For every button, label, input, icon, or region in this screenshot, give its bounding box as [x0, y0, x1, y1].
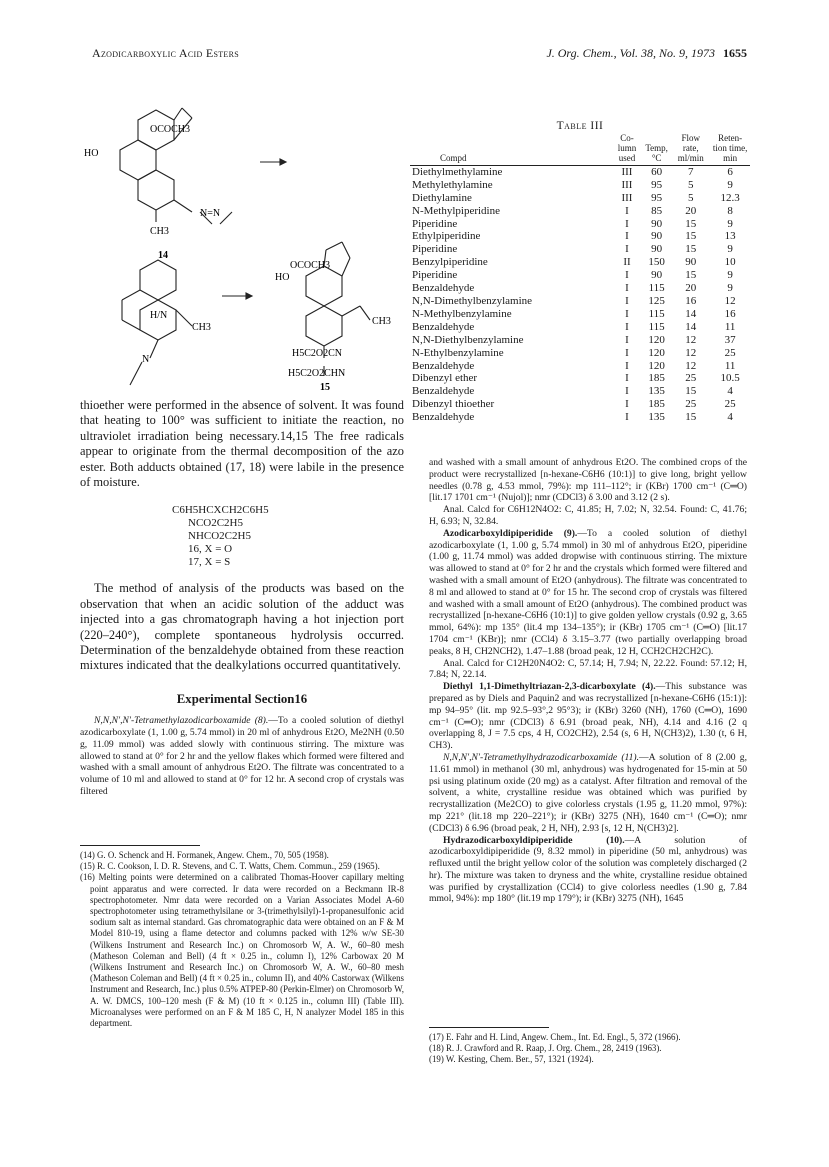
cell-compound: Dibenzyl ether [412, 372, 478, 385]
cell-compound: N,N-Diethylbenzylamine [412, 333, 524, 346]
cell-value: 8 [727, 204, 733, 217]
cell-value: 14 [685, 307, 697, 320]
cell-value: 135 [648, 385, 665, 398]
table-row [410, 192, 750, 205]
compound-11-title: N,N,N′,N′-Tetramethylhydrazodicarboxamide (11). [443, 751, 640, 763]
footnote-rule-left [80, 845, 200, 846]
ho-label-14: HO [84, 148, 99, 159]
running-header-journal [546, 46, 747, 61]
compound-9-title: Azodicarboxyldipiperidide (9). [443, 527, 578, 539]
footnote-15: (15) R. C. Cookson, I. D. R. Stevens, and C. T. Watts, Chem. Commun., 259 (1965). [80, 861, 380, 872]
cell-compound: Methylethylamine [412, 178, 493, 191]
ch3-label-14: CH3 [150, 226, 169, 237]
cell-value: 12.3 [720, 191, 740, 204]
ester-n-label-15: H5C2O2CN [292, 348, 343, 359]
compound-10-paragraph [429, 835, 747, 906]
ho-label-15: HO [275, 272, 290, 283]
right-column [429, 457, 747, 905]
left-column [80, 398, 404, 798]
cell-value: 11 [724, 359, 736, 372]
analysis-2: Anal. Calcd for C12H20N4O2: C, 57.14; H, 7.94; N, 22.22. Found: 57.12; H, 7.84; N, 22.14. [429, 657, 747, 681]
footnote-17: (17) E. Fahr and H. Lind, Angew. Chem., Int. Ed. Engl., 5, 372 (1966). [429, 1032, 681, 1042]
cell-value: 12 [685, 346, 697, 359]
cell-value: 90 [685, 256, 697, 269]
cell-value: 20 [685, 204, 697, 217]
cell-compound: Benzaldehyde [412, 320, 475, 333]
cell-compound: Benzaldehyde [412, 282, 475, 295]
cell-value: I [625, 398, 629, 411]
scheme-line-3: NHCO2C2H5 [188, 530, 251, 543]
running-header-title: Azodicarboxylic Acid Esters [92, 46, 239, 60]
cell-value: 4 [727, 411, 733, 424]
footnote-16: (16) Melting points were determined on a calibrated Thomas-Hoover capillary melting point apparatus and were corrected. Ir data were recorded on a Beckmann IR-8 spectrophotometer. Nmr data were recorded on a Varian Associates Model A-60 spectrophotometer using tetramethylsilane or 3-(trimethylsilyl)-1-propanesulfonic acid sodium salt as internal standard. Gas chromatographic data were obtained on an F & M Model 810-19, using a flame detector and columns packed with 12% w/w SE-30 (Wilkens Instrument and Research Inc.) on Chromosorb W, A. W., 60–80 mesh (Matheson Coleman and Bell) (4 ft × 0.25 in., column I), 12% Carbowax 20 M (Wilkens Instrument and Research Inc.) on Chromosorb W, A. W., 60–80 mesh (Matheson Coleman and Bell) (4 ft × 0.25 in., column II), and 40% Castorwax (Wilkens Instrument and Research, Inc.) plus 0.5% ATPEP-80 (Perkin-Elmer) on Chromosorb W, A. W. DMCS, 100–120 mesh (F & M) (10 ft × 0.125 in., column III) (Table III). Microanalyses were performed on an F & M 185 C, H, N analyzer Model 185 in this department. [80, 872, 404, 1029]
cell-value: 15 [685, 385, 697, 398]
compound-9-text: —To a cooled solution of diethyl azodicarboxylate (1, 1.00 g, 5.74 mmol) in 30 ml of anhydrous Et2O, piperidine (1.00 g, 11.74 mmol) was added dropwise with continuous stirring. The mixture was allowed to stand at 0° for 2 hr and the crystals which formed were filtered and washed with a small amount of Et2O (anhydrous). The filtrate was concentrated to 8 ml and allowed to stand at 0° for 15 hr. The second crop of crystals was filtered and washed with a small amount of Et2O (anhydrous). The combined product was recrystallized [n-hexane-C6H6 (10:1)] to give golden yellow crystals (0.92 g, 3.65 mmol, 64%): mp 135° (lit.4 mp 134–135°); ir (KBr) 1705 cm⁻¹ (C═O) [lit.17 1704 cm⁻¹ (KBr)]; nmr (CCl4) δ 3.15–3.77 (two partially overlapping broad peaks, 8 H, CH2NCH2), 1.47–1.88 (broad peak, 12 H, CCH2CH2CH2C). [429, 527, 747, 657]
table-row [410, 360, 750, 373]
cell-value: 9 [727, 269, 733, 282]
cell-value: 5 [688, 178, 694, 191]
compound-4-paragraph [429, 681, 747, 752]
ch3-label-left: CH3 [192, 322, 211, 333]
cell-value: I [625, 346, 629, 359]
cell-value: 16 [685, 294, 697, 307]
scheme-line-2: NCO2C2H5 [188, 517, 244, 530]
scheme-line-4: 16, X = O [188, 543, 233, 556]
cell-value: 15 [685, 243, 697, 256]
table-row [410, 179, 750, 192]
cell-value: I [625, 307, 629, 320]
scheme-line-5: 17, X = S [188, 556, 231, 569]
cell-value: I [625, 282, 629, 295]
cell-value: 9 [727, 282, 733, 295]
page-number: 1655 [723, 46, 747, 60]
cell-value: III [621, 191, 633, 204]
table-header-row [410, 133, 750, 163]
cell-value: 15 [685, 411, 697, 424]
compound-10-text: —A solution of azodicarboxyldipiperidide (9, 8.32 mmol) in piperidine (50 ml, anhydrous) was refluxed until the bright yellow color of the solution was completely discharged (2 hr). The mixture was taken to dryness and the white, crystalline residue obtained was purified by crystallization (CCl4) to give colorless needles (1.90 g, 7.84 mmol, 94%): mp 180° (lit.19 mp 179°); ir (KBr) 3275 (NH), 1645 [429, 834, 747, 905]
cell-compound: N,N-Dimethylbenzylamine [412, 294, 533, 307]
compound-14-number: 14 [158, 250, 168, 261]
cell-value: 12 [724, 294, 736, 307]
compound-11-text: —A solution of 8 (2.00 g, 11.61 mmol) in methanol (30 ml, anhydrous) was hydrogenated for 15-min at 50 psi using platinum oxide (20 mg) as a catalyst. After filtration and removal of the solvent, a white, crystalline residue was obtained which was purified by recrystallization (Me2CO) to give colorless crystals (1.95 g, 11.20 mmol, 97%): mp 221° (lit.18 mp 220–221°); ir (KBr) 3275 (NH), 1640 cm⁻¹ (C═O); nmr (CDCl3) δ 6.96 (broad peak, 2 H, NH), 2.93 [s, 12 H, N(CH3)2]. [429, 751, 747, 834]
cell-value: 120 [648, 359, 665, 372]
cell-value: 25 [724, 346, 736, 359]
compound-11-paragraph [429, 752, 747, 835]
cell-value: 25 [685, 398, 697, 411]
cell-compound: N-Methylbenzylamine [412, 307, 512, 320]
cell-value: 90 [651, 217, 663, 230]
cell-value: 20 [685, 282, 697, 295]
cell-value: 15 [685, 230, 697, 243]
table-row [410, 321, 750, 334]
cell-value: 25 [685, 372, 697, 385]
table-row [410, 347, 750, 360]
right-footnotes [429, 1032, 747, 1066]
cell-value: 125 [648, 294, 665, 307]
ococh3-label-14: OCOCH3 [150, 124, 191, 135]
cell-value: 11 [724, 320, 736, 333]
cell-value: 37 [724, 333, 736, 346]
cell-value: 15 [685, 217, 697, 230]
cell-compound: Ethylpiperidine [412, 230, 481, 243]
cell-value: 9 [727, 217, 733, 230]
cell-compound: Benzaldehyde [412, 411, 475, 424]
cell-value: 120 [648, 333, 665, 346]
cell-value: 13 [724, 230, 736, 243]
cell-value: 9 [727, 178, 733, 191]
hn-label: H/N [150, 310, 168, 321]
cell-value: 7 [688, 165, 694, 178]
azo-label-14: N=N [200, 208, 221, 219]
table-row [410, 218, 750, 231]
table-iii [410, 120, 750, 424]
table-row [410, 165, 750, 178]
cell-value: I [625, 333, 629, 346]
cell-value: I [625, 204, 629, 217]
section-heading: Experimental Section16 [176, 691, 308, 706]
cell-value: I [625, 243, 629, 256]
cell-value: III [621, 178, 633, 191]
cell-value: 90 [651, 243, 663, 256]
cell-value: 10.5 [720, 372, 740, 385]
col-header-column: Co-lumn used [617, 132, 637, 163]
body-paragraph-2: The method of analysis of the products was based on the observation that when an acidic solution of the adduct was injected into a gas chromatograph having a hot injection port (220–240°), complete spontaneous hydrolysis occurred. Determination of the benzaldehyde obtained from these reaction mixtures indicated that the dealkylations occurred quantitatively. [80, 581, 404, 673]
cell-value: 9 [727, 243, 733, 256]
cell-compound: Diethylmethylamine [412, 165, 503, 178]
table-row [410, 411, 750, 424]
cell-value: 120 [648, 346, 665, 359]
cell-compound: N-Ethylbenzylamine [412, 346, 504, 359]
n-ch3-label-15: CH3 [372, 316, 391, 327]
right-paragraph-1: and washed with a small amount of anhydrous Et2O. The combined crops of the product were recrystallized [n-hexane-C6H6 (10:1)] to give long, bright yellow needles (0.78 g, 4.53 mmol, 79%): mp 111–112°; ir (KBr) 1700 cm⁻¹ (C═O) [lit.17 1701 cm⁻¹ (Nujol)]; nmr (CDCl3) δ 3.00 and 3.12 (2 s). [429, 457, 747, 504]
cell-value: I [625, 411, 629, 424]
cell-value: 185 [648, 398, 665, 411]
cell-compound: Piperidine [412, 243, 458, 256]
cell-value: I [625, 269, 629, 282]
col-header-temp: Temp, °C [645, 142, 668, 163]
ester-nh-label-15: H5C2O2CHN [288, 368, 346, 379]
compound-4-title: Diethyl 1,1-Dimethyltriazan-2,3-dicarboxylate (4). [443, 681, 656, 693]
cell-value: 5 [688, 191, 694, 204]
cell-value: 95 [651, 178, 663, 191]
cell-value: 135 [648, 411, 665, 424]
footnote-14: (14) G. O. Schenck and H. Formanek, Angew. Chem., 70, 505 (1958). [80, 850, 329, 860]
cell-value: 185 [648, 372, 665, 385]
cell-value: 12 [685, 359, 697, 372]
table-row [410, 205, 750, 218]
cell-compound: Dibenzyl thioether [412, 398, 495, 411]
cell-value: I [625, 372, 629, 385]
cell-value: I [625, 294, 629, 307]
table-row [410, 243, 750, 256]
col-header-flow: Flow rate, ml/min [677, 132, 704, 163]
cell-value: 10 [724, 256, 736, 269]
cell-value: 15 [685, 269, 697, 282]
table-row [410, 295, 750, 308]
cell-compound: Diethylamine [412, 191, 472, 204]
cell-value: I [625, 230, 629, 243]
table-row [410, 282, 750, 295]
cell-value: 150 [648, 256, 665, 269]
cell-value: I [625, 359, 629, 372]
cell-value: 12 [685, 333, 697, 346]
cell-value: 16 [724, 307, 736, 320]
n-label-left: N [142, 354, 150, 365]
cell-value: I [625, 217, 629, 230]
reaction-scheme-figure [80, 100, 410, 390]
cell-value: 6 [727, 165, 733, 178]
journal-citation: J. Org. Chem., Vol. 38, No. 9, 1973 [546, 46, 715, 60]
cell-value: 95 [651, 191, 663, 204]
cell-value: 115 [648, 307, 665, 320]
cell-value: 115 [648, 282, 665, 295]
compound-8-text: —To a cooled solution of diethyl azodicarboxylate (1, 1.00 g, 5.74 mmol) in 20 ml of anhydrous Et2O, Me2NH (0.50 g, 11.09 mmol) was added slowly with continuous stirring. The mixture was allowed to stand at 0° for 2 hr and the yellow flakes which formed were filtered and washed with a small amount of anhydrous Et2O. The filtrate was concentrated to a volume of 10 ml and allowed to stand at 0° for 12 hr. A second crop of crystals was filtered [80, 715, 404, 798]
col-header-retention: Reten-tion time, min [712, 132, 748, 163]
footnote-rule-right [429, 1027, 549, 1028]
ococh3-label-15: OCOCH3 [290, 260, 331, 271]
compound-4-text: —This substance was prepared as by Diels and Paquin2 and was recrystallized [n-hexane-C6H6 (15:1)]: mp 94–95° (lit. mp 92.5–93°,2 95°3); ir (KBr) 3260 (NH), 1760 (C═O), 1690 cm⁻¹ (C═O); nmr (CDCl3) δ 6.91 (broad peak, NH), 4.14 and 4.16 (2 q overlapping 8, J = 7.5 cps, 4 H, CO2CH2), 2.54 (s, 6 H, N(CH3)2), 1.30 (t, 6 H, CH3). [429, 681, 747, 752]
table-row [410, 256, 750, 269]
table-caption: Table III [556, 120, 604, 132]
table-row [410, 372, 750, 385]
table-row [410, 269, 750, 282]
cell-compound: Benzylpiperidine [412, 256, 488, 269]
cell-compound: Piperidine [412, 269, 458, 282]
table-row [410, 230, 750, 243]
cell-value: 60 [651, 165, 663, 178]
table-row [410, 398, 750, 411]
table-row [410, 308, 750, 321]
analysis-1: Anal. Calcd for C6H12N4O2: C, 41.85; H, 7.02; N, 32.54. Found: C, 41.76; H, 6.93; N, 32.84. [429, 504, 747, 527]
body-paragraph-1: thioether were performed in the absence of solvent. It was found that heating to 100° was sufficient to initiate the reaction, no ultraviolet irradiation being necessary.14,15 The free radicals appear to originate from the thermal decomposition of the azo ester. Both adducts obtained (17, 18) were labile in the presence of moisture. [80, 398, 404, 490]
cell-compound: Benzaldehyde [412, 359, 475, 372]
cell-value: 115 [648, 320, 665, 333]
cell-compound: Benzaldehyde [412, 385, 475, 398]
experimental-paragraph-8 [80, 715, 404, 798]
footnote-18: (18) R. J. Crawford and R. Raap, J. Org. Chem., 28, 2419 (1963). [429, 1043, 662, 1054]
cell-value: III [621, 165, 633, 178]
cell-value: 4 [727, 385, 733, 398]
cell-value: I [625, 385, 629, 398]
cell-value: 90 [651, 269, 663, 282]
cell-value: 90 [651, 230, 663, 243]
compound-9-paragraph [429, 528, 747, 658]
scheme-16-17 [172, 504, 404, 569]
cell-value: 85 [651, 204, 663, 217]
cell-compound: N-Methylpiperidine [412, 204, 500, 217]
left-footnotes [80, 850, 404, 1029]
compound-10-title: Hydrazodicarboxyldipiperidide (10). [443, 834, 625, 846]
compound-8-title: N,N,N′,N′-Tetramethylazodicarboxamide (8). [94, 715, 269, 727]
compound-15-number: 15 [320, 382, 330, 390]
scheme-line-1: C6H5HCXCH2C6H5 [172, 504, 269, 517]
table-row [410, 334, 750, 347]
footnote-19: (19) W. Kesting, Chem. Ber., 57, 1321 (1924). [429, 1054, 594, 1065]
col-header-compd: Compd [440, 152, 467, 163]
cell-compound: Piperidine [412, 217, 458, 230]
cell-value: II [623, 256, 631, 269]
cell-value: I [625, 320, 629, 333]
cell-value: 25 [724, 398, 736, 411]
table-row [410, 385, 750, 398]
cell-value: 14 [685, 320, 697, 333]
